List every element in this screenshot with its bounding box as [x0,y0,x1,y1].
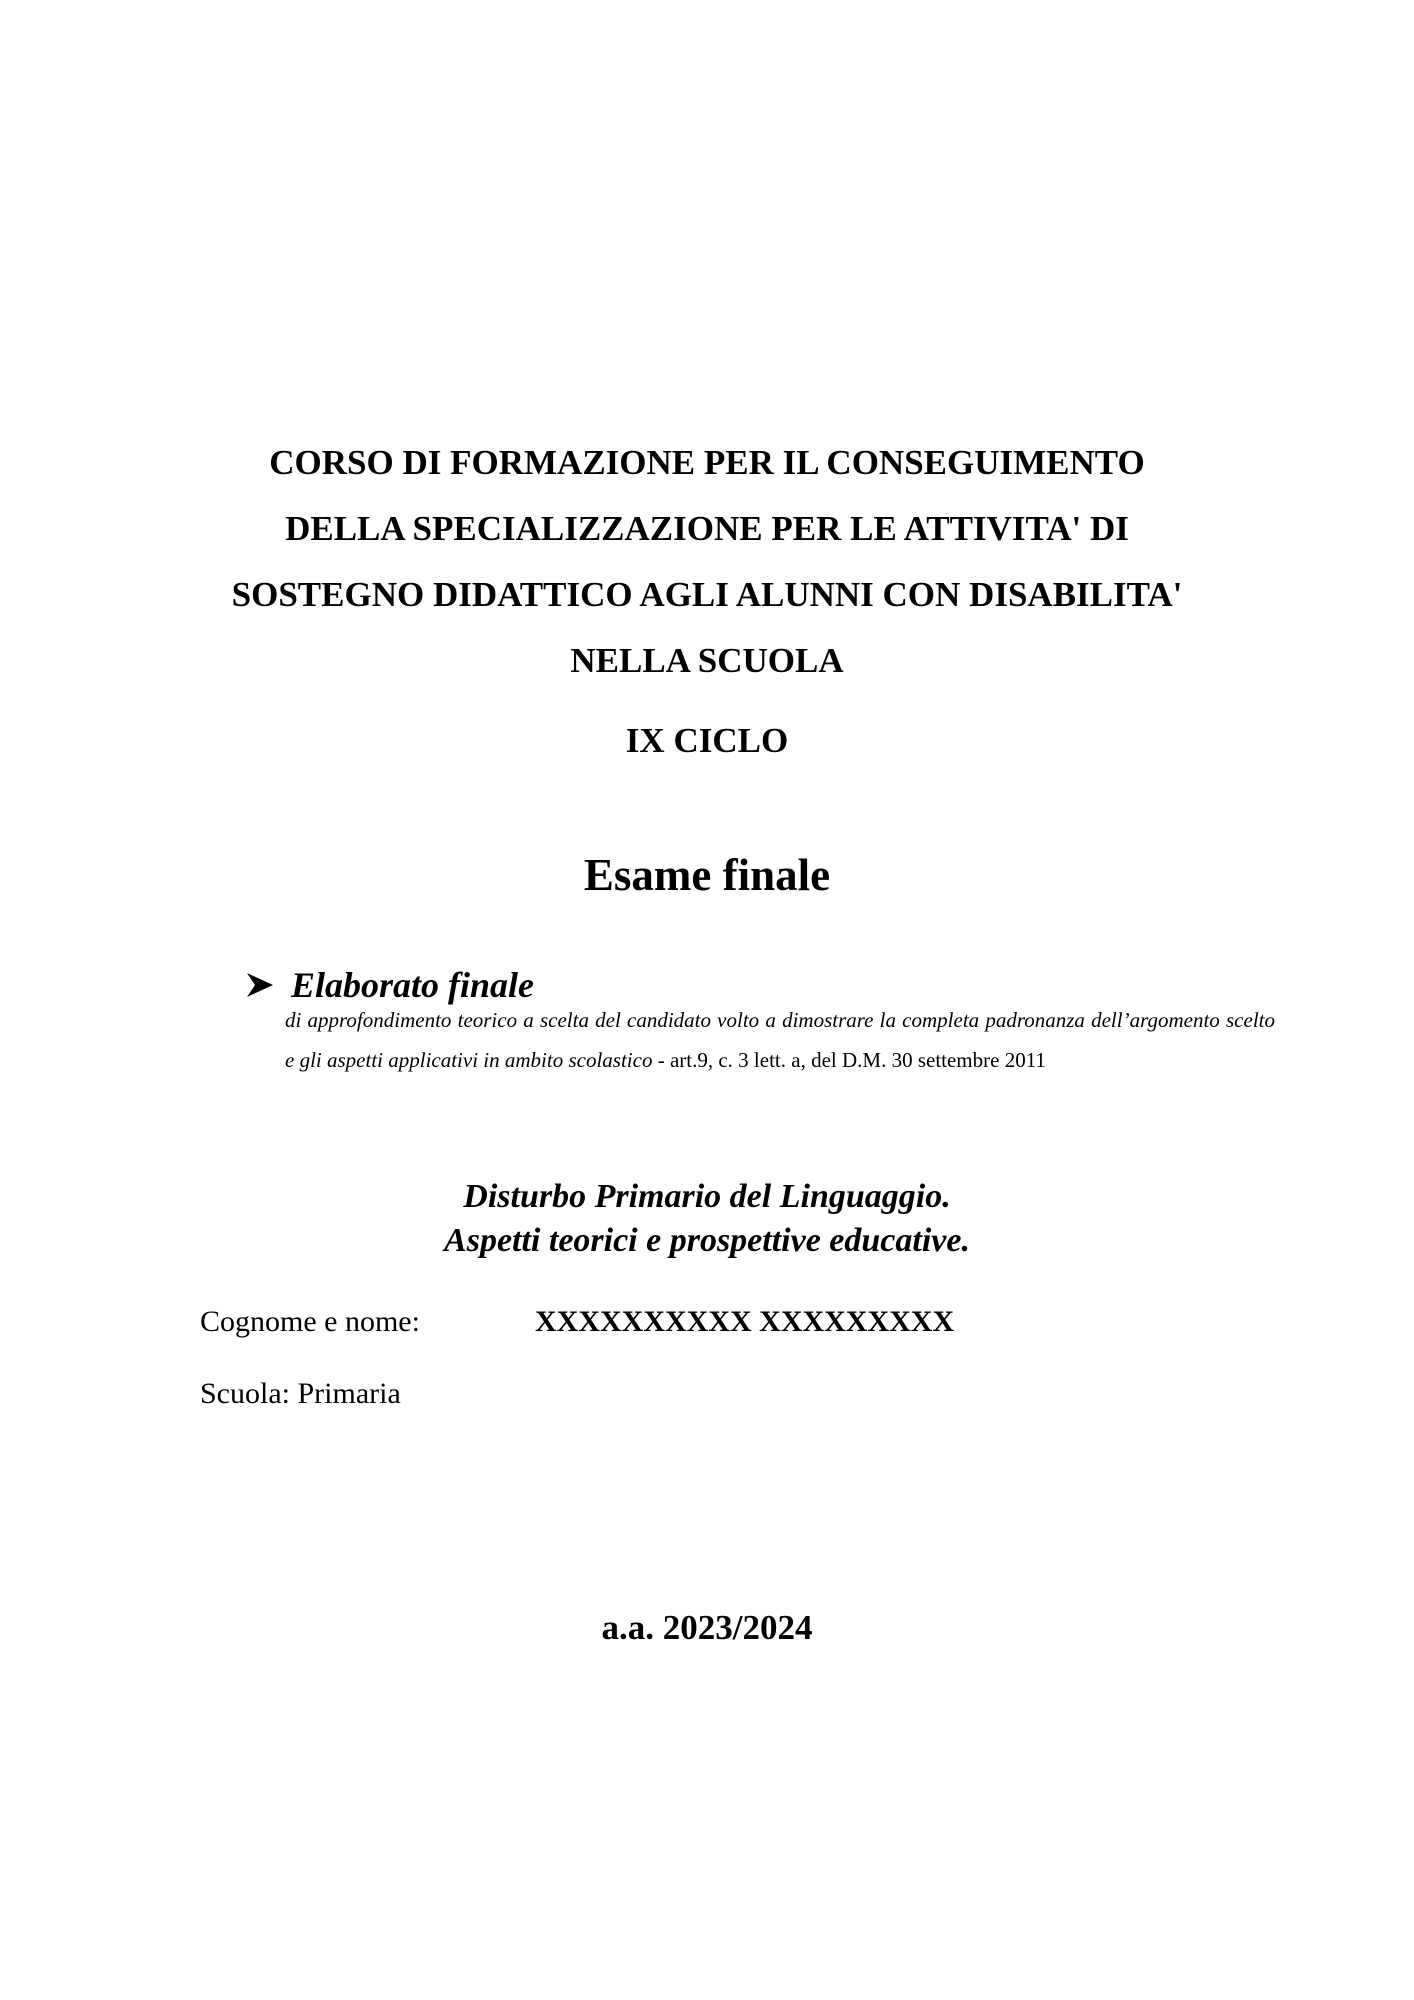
bullet-description [285,1000,1275,1080]
bullet-title: Elaborato finale [291,965,535,1005]
cycle-label: IX CICLO [625,721,789,760]
name-field-row [200,1302,955,1342]
exam-title: Esame finale [583,850,831,900]
name-label: Cognome e nome: [200,1305,420,1338]
thesis-title-line-1: Disturbo Primario del Linguaggio. [463,1178,951,1215]
bullet-description-italic: di approfondimento teorico a scelta del candidato volto a dimostrare la completa padronanza dell’argomento scelto e gli aspetti applicativi in ambito scolastico [285,1008,1275,1072]
course-heading-line-2: DELLA SPECIALIZZAZIONE PER LE ATTIVITA' DI [285,509,1129,548]
thesis-title-line-2: Aspetti teorici e prospettive educative. [444,1222,970,1259]
school-field-row [200,1374,401,1414]
academic-year: a.a. 2023/2024 [601,1608,813,1647]
bullet-description-reference: - art.9, c. 3 lett. a, del D.M. 30 settembre 2011 [652,1048,1046,1072]
course-heading-line-4: NELLA SCUOLA [570,641,844,680]
course-heading-line-1: CORSO DI FORMAZIONE PER IL CONSEGUIMENTO [269,443,1145,482]
thesis-title [0,1175,1414,1263]
course-heading [0,430,1414,694]
school-label: Scuola: Primaria [200,1377,401,1410]
arrow-bullet-icon [245,970,275,1000]
course-heading-line-3: SOSTEGNO DIDATTICO AGLI ALUNNI CON DISABILITA' [231,575,1183,614]
name-value: XXXXXXXXXX XXXXXXXXX [535,1305,955,1338]
